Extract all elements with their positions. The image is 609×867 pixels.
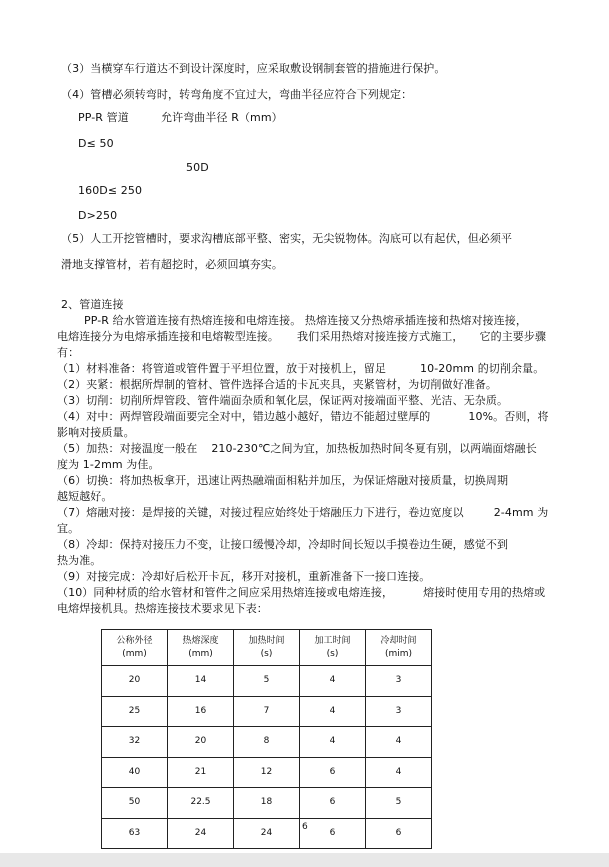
table-cell: 21 — [168, 757, 234, 788]
table-cell: 25 — [102, 696, 168, 727]
step-7b: 2-4mm 为 — [493, 506, 549, 519]
step-6-cont: 越短越好。 — [57, 490, 113, 503]
table-cell: 3 — [366, 696, 432, 727]
table-cell: 4 — [300, 666, 366, 697]
table-header-row — [102, 630, 432, 666]
step-3: （3）切削：切削所焊管段、管件端面杂质和氧化层，保证两对接端面平整、光洁、无杂质。 — [57, 394, 509, 407]
table-cell: 24 — [234, 818, 300, 849]
table-cell: 20 — [168, 727, 234, 758]
trench-item-4: （4）管槽必须转弯时，转弯角度不宜过大，弯曲半径应符合下列规定： — [61, 88, 413, 101]
table-cell: 24 — [168, 818, 234, 849]
table-cell: 4 — [366, 757, 432, 788]
table-cell: 16 — [168, 696, 234, 727]
table-cell: 4 — [300, 696, 366, 727]
table-cell: 22.5 — [168, 788, 234, 819]
table-cell: 4 — [300, 727, 366, 758]
table-cell: 5 — [234, 666, 300, 697]
step-10a: （10）同种材质的给水管材和管件之间应采用热熔连接或电熔连接， — [57, 586, 394, 599]
intro-line-2a: 电熔连接分为电熔承插连接和电熔鞍型连接。 — [57, 330, 279, 343]
intro-line-1: PP-R 给水管道连接有热熔连接和电熔连接。 热熔连接又分热熔承插连接和热熔对接连接， — [84, 314, 527, 327]
step-4a: （4）对中：两焊管段端面要完全对中，错边越小越好，错边不能超过壁厚的 — [57, 410, 431, 423]
table-row — [102, 666, 432, 697]
table-cell: 32 — [102, 727, 168, 758]
step-7 — [57, 506, 548, 520]
step-10b: 熔接时使用专用的热熔或 — [423, 586, 546, 599]
trench-item-3: （3）当横穿车行道达不到设计深度时，应采取敷设钢制套管的措施进行保护。 — [61, 62, 446, 75]
step-7a: （7）熔融对接：是焊接的关键，对接过程应始终处于熔融压力下进行，卷边宽度以 — [57, 506, 464, 519]
table-cell: 18 — [234, 788, 300, 819]
table-cell: 4 — [366, 727, 432, 758]
table-cell: 6 — [300, 757, 366, 788]
viewer-bottom-strip — [0, 853, 609, 867]
table-cell: 7 — [234, 696, 300, 727]
header-processing-time: 加工时间 (s) — [300, 630, 366, 666]
table-row — [102, 696, 432, 727]
table-cell: 20 — [102, 666, 168, 697]
bend-row-2: 160D≤ 250 — [78, 184, 143, 197]
table-cell: 5 — [366, 788, 432, 819]
intro-line-2c: 它的主要步骤 — [479, 330, 547, 343]
step-8: （8）冷却：保持对接压力不变，让接口缓慢冷却，冷却时间长短以手摸卷边生硬，感觉不到 — [57, 538, 509, 551]
step-1a: （1）材料准备：将管道或管件置于平坦位置，放于对接机上，留足 — [57, 362, 386, 375]
table-cell: 3 — [366, 666, 432, 697]
step-4 — [57, 410, 549, 424]
step-5-cont: 度为 1-2mm 为佳。 — [57, 458, 160, 471]
header-heating-time: 加热时间 (s) — [234, 630, 300, 666]
table-cell: 50 — [102, 788, 168, 819]
step-1b: 10-20mm 的切削余量。 — [420, 362, 545, 375]
table-cell: 63 — [102, 818, 168, 849]
header-outer-diameter: 公称外径 (mm) — [102, 630, 168, 666]
bend-row-3: D>250 — [78, 209, 118, 222]
step-5a: （5）加热：对接温度一般在 — [57, 442, 198, 455]
table-cell: 14 — [168, 666, 234, 697]
bend-header-radius: 允许弯曲半径 R（mm） — [161, 111, 283, 124]
table-cell: 6 — [300, 788, 366, 819]
bend-row-1-value: 50D — [186, 161, 209, 174]
step-8-cont: 热为准。 — [57, 554, 102, 567]
page-number: 6 — [302, 822, 308, 832]
table-row — [102, 727, 432, 758]
intro-line-3: 有： — [57, 346, 80, 359]
step-6: （6）切换：将加热板拿开，迅速让两热融端面相粘并加压，为保证熔融对接质量，切换周期 — [57, 474, 509, 487]
step-1 — [57, 362, 544, 376]
table-cell: 12 — [234, 757, 300, 788]
header-melt-depth: 热熔深度 (mm) — [168, 630, 234, 666]
hot-melt-spec-table — [101, 629, 432, 849]
step-4-cont: 影响对接质量。 — [57, 426, 135, 439]
step-10-cont: 电熔焊接机具。热熔连接技术要求见下表： — [57, 602, 268, 615]
table-row — [102, 757, 432, 788]
trench-item-5-line-1: （5）人工开挖管槽时，要求沟槽底部平整、密实，无尖锐物体。沟底可以有起伏，但必须平 — [61, 232, 513, 245]
intro-line-2b: 我们采用热熔对接连接方式施工， — [297, 330, 464, 343]
step-7-cont: 宜。 — [57, 522, 80, 535]
step-5 — [57, 442, 537, 456]
table-row — [102, 788, 432, 819]
step-9: （9）对接完成：冷却好后松开卡瓦，移开对接机，重新准备下一接口连接。 — [57, 570, 431, 583]
step-10 — [57, 586, 545, 600]
bend-row-1: D≤ 50 — [78, 137, 114, 150]
table-cell: 8 — [234, 727, 300, 758]
step-5b: 210-230℃之间为宜，加热板加热时间冬夏有别，以两端面熔融长 — [211, 442, 537, 455]
section-heading: 2、管道连接 — [61, 298, 124, 311]
table-cell: 6 — [300, 818, 366, 849]
step-2: （2）夹紧：根据所焊制的管材、管件选择合适的卡瓦夹具，夹紧管材，为切削做好准备。 — [57, 378, 497, 391]
header-cooling-time: 冷却时间 (mim) — [366, 630, 432, 666]
table-cell: 6 — [366, 818, 432, 849]
bend-header-pipe: PP-R 管道 — [78, 111, 129, 124]
table-row — [102, 818, 432, 849]
trench-item-5-line-2: 滑地支撑管材，若有超挖时，必须回填夯实。 — [61, 258, 283, 271]
step-4b: 10%。否则，将 — [468, 410, 549, 423]
intro-line-2 — [57, 330, 546, 344]
table-cell: 40 — [102, 757, 168, 788]
